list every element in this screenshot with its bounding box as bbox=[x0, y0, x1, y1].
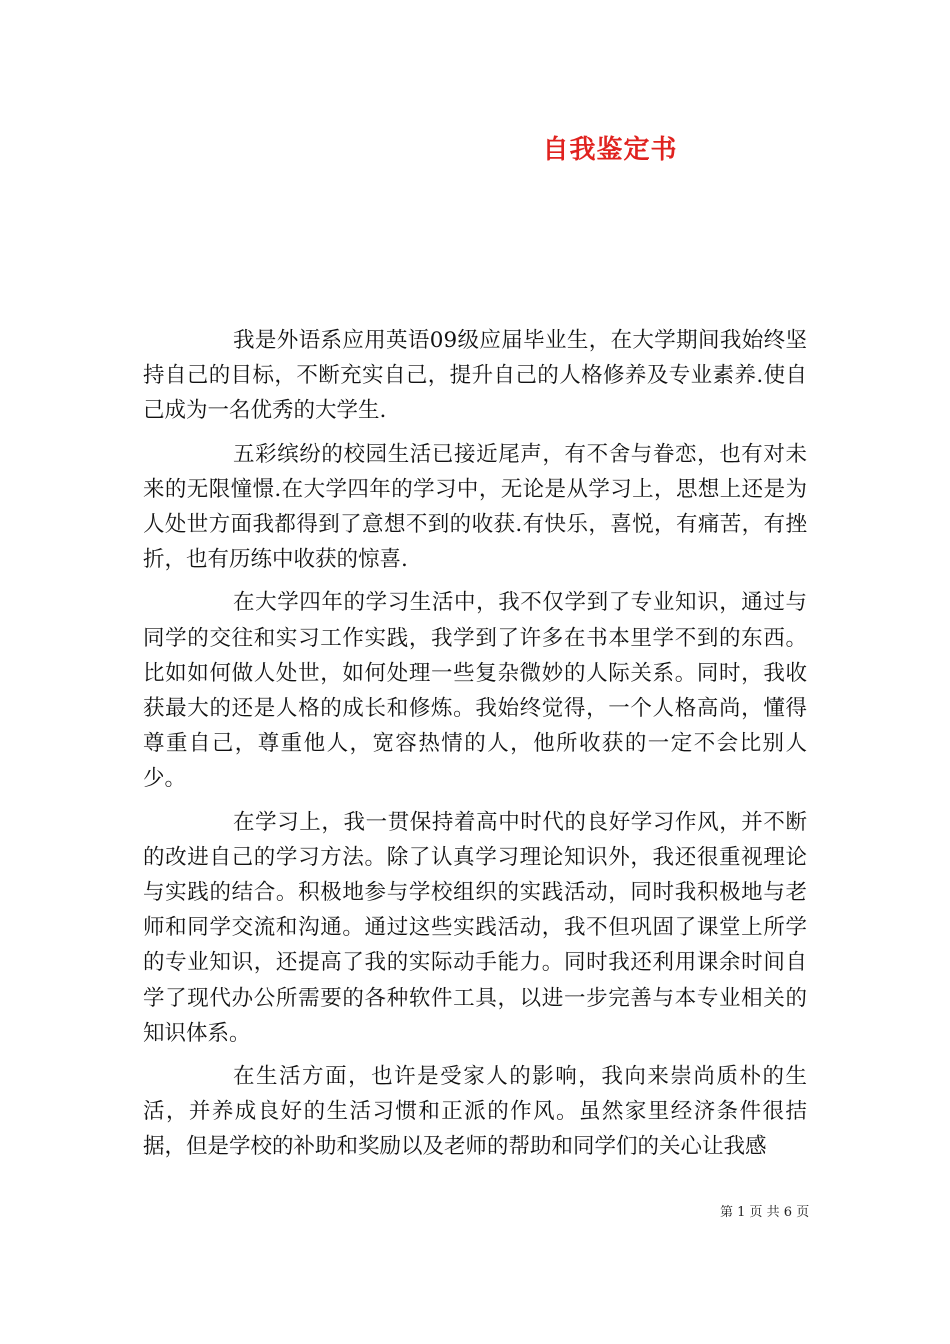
document-title: 自我鉴定书 bbox=[542, 135, 678, 165]
paragraph: 我是外语系应用英语09级应届毕业生，在大学期间我始终坚持自己的目标，不断充实自己，提升自己的人格修养及专业素养.使自己成为一名优秀的大学生. bbox=[143, 328, 807, 424]
paragraph: 在生活方面，也许是受家人的影响，我向来崇尚质朴的生活，并养成良好的生活习惯和正派的作风。虽然家里经济条件很拮据，但是学校的补助和奖励以及老师的帮助和同学们的关心让我感 bbox=[143, 1064, 807, 1160]
paragraph: 在学习上，我一贯保持着高中时代的良好学习作风，并不断的改进自己的学习方法。除了认真学习理论知识外，我还很重视理论与实践的结合。积极地参与学校组织的实践活动，同时我积极地与老师和同学交流和沟通。通过这些实践活动，我不但巩固了课堂上所学的专业知识，还提高了我的实际动手能力。同时我还利用课余时间自学了现代办公所需要的各种软件工具，以进一步完善与本专业相关的知识体系。 bbox=[143, 809, 807, 1046]
paragraph: 五彩缤纷的校园生活已接近尾声，有不舍与眷恋，也有对未来的无限憧憬.在大学四年的学习中，无论是从学习上，思想上还是为人处世方面我都得到了意想不到的收获.有快乐，喜悦，有痛苦，有挫折，也有历练中收获的惊喜. bbox=[143, 441, 807, 573]
paragraph: 在大学四年的学习生活中，我不仅学到了专业知识，通过与同学的交往和实习工作实践，我学到了许多在书本里学不到的东西。比如如何做人处世，如何处理一些复杂微妙的人际关系。同时，我收获最大的还是人格的成长和修炼。我始终觉得，一个人格高尚，懂得尊重自己，尊重他人，宽容热情的人，他所收获的一定不会比别人少。 bbox=[143, 590, 807, 792]
page-number-footer: 第 1 页 共 6 页 bbox=[720, 1205, 810, 1220]
document-body bbox=[143, 323, 807, 1165]
